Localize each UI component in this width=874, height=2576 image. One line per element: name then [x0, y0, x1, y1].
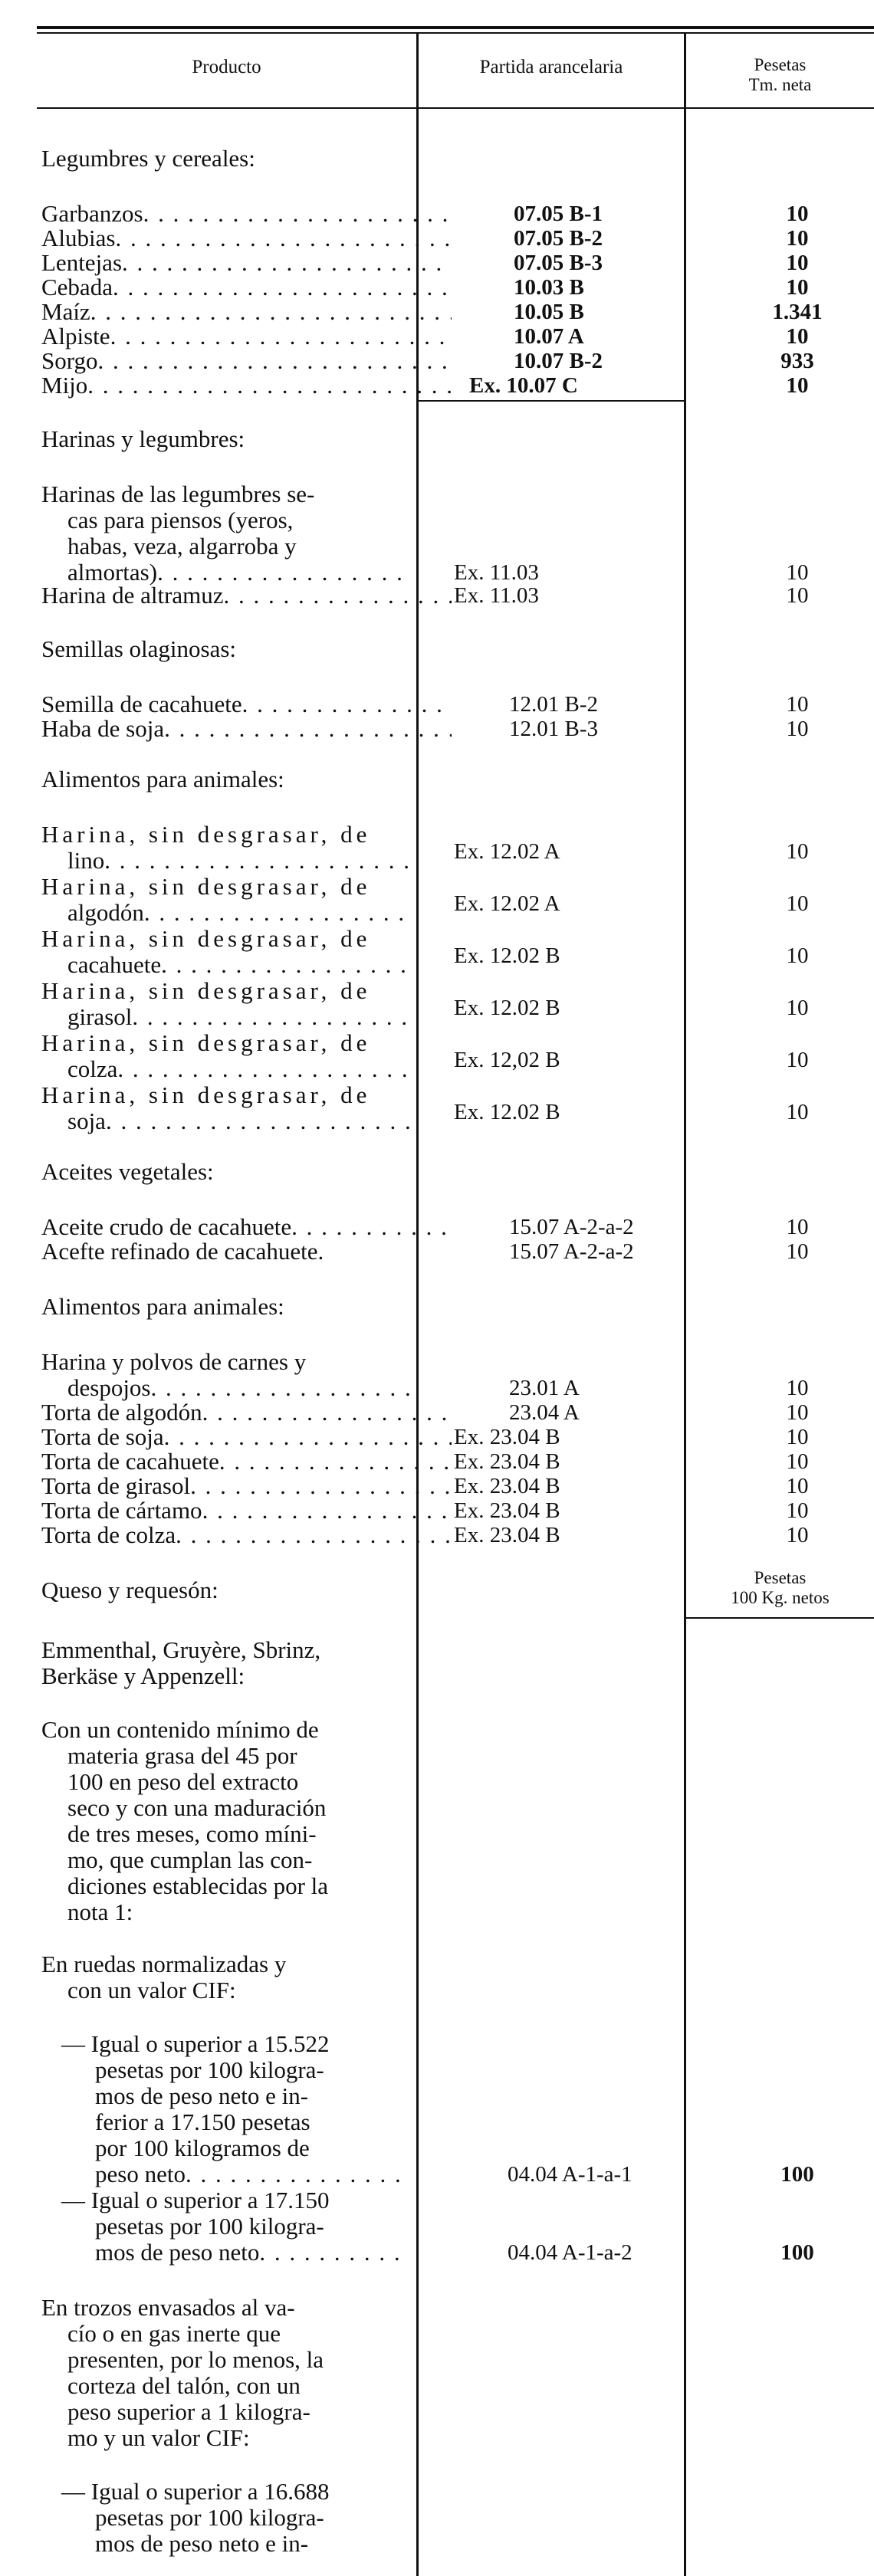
- value-harina-girasol: 10: [786, 996, 809, 1020]
- row-label: Torta de girasol: [41, 1472, 191, 1499]
- contenido-line7: diciones establecidas por la: [67, 1872, 329, 1899]
- contenido-line2: materia grasa del 45 por: [67, 1742, 297, 1769]
- partida-mijo: Ex. 10.07 C: [469, 373, 578, 398]
- harina-polvos-line1: Harina y polvos de carnes y: [41, 1348, 307, 1375]
- row-lentejas: [41, 250, 452, 276]
- row-label: Torta de colza: [41, 1521, 176, 1548]
- contenido-line6: mo, que cumplan las con-: [67, 1846, 313, 1873]
- item3-line3: mos de peso neto e in-: [95, 2530, 309, 2557]
- row-label: Mijo: [41, 372, 88, 399]
- value-aceite-refinado: 10: [786, 1239, 809, 1264]
- item1-line6: [95, 2161, 410, 2187]
- row-torta-cacahuete: [41, 1449, 452, 1475]
- row-label: Lentejas: [41, 249, 123, 276]
- partida-harina-lino: Ex. 12.02 A: [454, 839, 560, 864]
- row-harina-girasol: [67, 1004, 410, 1030]
- row-harina-colza: [67, 1056, 410, 1082]
- row-label: peso neto: [95, 2161, 186, 2187]
- value-item1: 100: [780, 2162, 814, 2187]
- row-torta-soja: [41, 1424, 452, 1450]
- partida-haba-soja: 12.01 B-3: [509, 717, 598, 741]
- value-sorgo: 933: [780, 349, 814, 373]
- item1-line3: mos de peso neto e in-: [95, 2082, 309, 2109]
- row-cebada: [41, 274, 452, 300]
- header-partida: Partida arancelaria: [479, 57, 623, 77]
- harinas-line3: habas, veza, algarroba y: [67, 533, 297, 560]
- row-torta-girasol: [41, 1473, 452, 1499]
- item2-line1: — Igual o superior a 17.150: [61, 2187, 330, 2213]
- harinas-line2: cas para piensos (yeros,: [67, 507, 294, 533]
- harina-prefix-colza: Harina, sin desgrasar, de: [41, 1029, 371, 1056]
- emmenthal-line1: Emmenthal, Gruyère, Sbrinz,: [41, 1636, 321, 1663]
- queso-unit-rule: [686, 1617, 874, 1619]
- value-item2: 100: [780, 2240, 814, 2265]
- row-alpiste: [41, 323, 452, 349]
- ruedas-line2: con un valor CIF:: [67, 1977, 236, 2003]
- row-torta-cartamo: [41, 1498, 452, 1524]
- top-thick-rule: [37, 26, 874, 29]
- harina-prefix-soja: Harina, sin desgrasar, de: [41, 1081, 371, 1108]
- row-aceite-crudo: [41, 1214, 452, 1240]
- row-mijo: [41, 372, 452, 399]
- row-aceite-refinado: Acefte refinado de cacahuete.: [41, 1238, 324, 1265]
- contenido-line3: 100 en peso del extracto: [67, 1768, 299, 1795]
- section-alimentos-1: Alimentos para animales:: [41, 766, 284, 792]
- partida-harina-algodon: Ex. 12.02 A: [454, 891, 560, 916]
- row-label: Harina de altramuz: [41, 582, 224, 609]
- row-label: Aceite crudo de cacahuete: [41, 1213, 292, 1240]
- header-pesetas: Pesetas: [754, 55, 807, 74]
- contenido-line1: Con un contenido mínimo de: [41, 1716, 319, 1743]
- value-torta-soja: 10: [786, 1425, 809, 1449]
- trozos-line5: peso superior a 1 kilogra-: [67, 2398, 310, 2425]
- partida-alpiste: 10.07 A: [514, 324, 584, 349]
- row-label: Haba de soja: [41, 715, 165, 742]
- item1-line1: — Igual o superior a 15.522: [61, 2030, 330, 2057]
- contenido-line4: seco y con una maduración: [67, 1794, 327, 1821]
- value-harina-cacahuete: 10: [786, 943, 809, 968]
- row-maiz: [41, 299, 452, 325]
- partida-harina-colza: Ex. 12,02 B: [454, 1048, 560, 1072]
- trozos-line2: cío o en gas inerte que: [67, 2320, 281, 2347]
- top-thin-rule: [37, 32, 874, 34]
- row-label: despojos: [67, 1374, 151, 1401]
- value-cebada: 10: [786, 275, 809, 300]
- row-label: Sorgo: [41, 347, 98, 374]
- partida-torta-girasol: Ex. 23.04 B: [454, 1474, 560, 1498]
- emmenthal-line2: Berkäse y Appenzell:: [41, 1662, 245, 1689]
- partida-torta-soja: Ex. 23.04 B: [454, 1425, 560, 1449]
- section-queso: Queso y requesón:: [41, 1577, 219, 1603]
- row-harina-algodon: [67, 900, 410, 926]
- value-alubias: 10: [786, 226, 809, 251]
- partida-maiz: 10.05 B: [514, 300, 584, 324]
- row-semilla-cacahuete: [41, 691, 452, 717]
- row-label: Torta de cártamo: [41, 1497, 202, 1524]
- partida-semilla-cacahuete: 12.01 B-2: [509, 692, 598, 717]
- value-lentejas: 10: [786, 251, 809, 275]
- contenido-line5: de tres meses, como míni-: [67, 1820, 317, 1847]
- partida-torta-cacahuete: Ex. 23.04 B: [454, 1449, 560, 1474]
- value-harina-polvos: 10: [786, 1376, 809, 1400]
- value-torta-algodon: 10: [786, 1400, 809, 1425]
- value-maiz: 1.341: [772, 300, 823, 324]
- row-label: Semilla de cacahuete: [41, 691, 242, 717]
- item1-line2: pesetas por 100 kilogra-: [95, 2056, 324, 2083]
- row-label: soja: [67, 1108, 106, 1134]
- row-label: Torta de cacahuete: [41, 1448, 219, 1475]
- row-harina-soja: [67, 1108, 410, 1134]
- harina-prefix-girasol: Harina, sin desgrasar, de: [41, 977, 371, 1004]
- row-label: Cebada: [41, 274, 113, 300]
- row-label: mos de peso neto: [95, 2239, 260, 2266]
- row-label: cacahuete: [67, 951, 162, 978]
- section-harinas: Harinas y legumbres:: [41, 425, 245, 452]
- partida-aceite-crudo: 15.07 A-2-a-2: [509, 1215, 634, 1239]
- partida-garbanzos: 07.05 B-1: [514, 202, 603, 226]
- harina-prefix-lino: Harina, sin desgrasar, de: [41, 821, 371, 848]
- row-haba-soja: [41, 716, 452, 742]
- partida-cebada: 10.03 B: [514, 275, 584, 300]
- row-harina-lino: [67, 848, 410, 874]
- trozos-line4: corteza del talón, con un: [67, 2372, 301, 2399]
- row-torta-colza: [41, 1522, 452, 1548]
- partida-torta-algodon: 23.04 A: [509, 1400, 580, 1425]
- value-harina-algodon: 10: [786, 891, 809, 916]
- row-label: lino: [67, 847, 105, 874]
- partida-aceite-refinado: 15.07 A-2-a-2: [509, 1239, 634, 1264]
- section-alimentos-2: Alimentos para animales:: [41, 1293, 284, 1320]
- value-harina-colza: 10: [786, 1048, 809, 1072]
- partida-alubias: 07.05 B-2: [514, 226, 603, 251]
- partida-torta-colza: Ex. 23.04 B: [454, 1523, 560, 1547]
- partida-item1: 04.04 A-1-a-1: [508, 2162, 632, 2187]
- partida-harina-soja: Ex. 12.02 B: [454, 1100, 560, 1124]
- header-producto: Producto: [192, 57, 261, 77]
- value-mijo: 10: [786, 373, 809, 398]
- queso-unit-line1: Pesetas: [754, 1568, 807, 1587]
- contenido-line8: nota 1:: [67, 1898, 133, 1925]
- value-alpiste: 10: [786, 324, 809, 349]
- column-separator-1: [416, 34, 419, 2576]
- value-torta-cacahuete: 10: [786, 1449, 809, 1474]
- queso-unit-line2: 100 Kg. netos: [731, 1588, 830, 1607]
- section-rule: [416, 400, 686, 402]
- row-label: Maíz: [41, 298, 90, 325]
- partida-lentejas: 07.05 B-3: [514, 251, 603, 275]
- harina-prefix-cacahuete: Harina, sin desgrasar, de: [41, 925, 371, 952]
- item1-line5: por 100 kilogramos de: [95, 2135, 310, 2161]
- row-harina-altramuz: [41, 582, 452, 609]
- partida-harina-altramuz: Ex. 11.03: [454, 583, 539, 608]
- item3-line2: pesetas por 100 kilogra-: [95, 2504, 324, 2531]
- value-garbanzos: 10: [786, 202, 809, 226]
- row-label: Torta de soja: [41, 1423, 164, 1450]
- row-torta-algodon: [41, 1400, 452, 1426]
- section-legumbres: Legumbres y cereales:: [41, 145, 255, 172]
- row-label: Garbanzos: [41, 200, 143, 227]
- value-harina-lino: 10: [786, 839, 809, 864]
- harina-prefix-algodon: Harina, sin desgrasar, de: [41, 873, 371, 900]
- row-sorgo: [41, 348, 452, 374]
- partida-harina-polvos: 23.01 A: [509, 1376, 580, 1400]
- value-harinas-legumbres: 10: [786, 560, 809, 585]
- row-harina-cacahuete: [67, 952, 410, 978]
- value-torta-colza: 10: [786, 1523, 809, 1547]
- value-semilla-cacahuete: 10: [786, 692, 809, 717]
- value-harina-soja: 10: [786, 1100, 809, 1124]
- value-aceite-crudo: 10: [786, 1215, 809, 1239]
- partida-sorgo: 10.07 B-2: [514, 349, 603, 373]
- trozos-line6: mo y un valor CIF:: [67, 2424, 250, 2451]
- row-label: girasol: [67, 1003, 133, 1030]
- item2-line2: pesetas por 100 kilogra-: [95, 2213, 324, 2240]
- value-torta-girasol: 10: [786, 1474, 809, 1498]
- partida-torta-cartamo: Ex. 23.04 B: [454, 1498, 560, 1523]
- row-label: Alubias: [41, 225, 116, 251]
- partida-harinas-legumbres: Ex. 11.03: [454, 560, 539, 585]
- value-haba-soja: 10: [786, 717, 809, 741]
- harinas-line1: Harinas de las legumbres se-: [41, 481, 315, 507]
- section-semillas: Semillas olaginosas:: [41, 635, 237, 662]
- section-aceites: Aceites vegetales:: [41, 1158, 214, 1185]
- trozos-line3: presenten, por lo menos, la: [67, 2346, 324, 2373]
- row-label: Alpiste: [41, 323, 110, 349]
- item1-line4: ferior a 17.150 pesetas: [95, 2108, 310, 2135]
- partida-harina-girasol: Ex. 12.02 B: [454, 996, 560, 1020]
- trozos-line1: En trozos envasados al va-: [41, 2294, 295, 2321]
- row-garbanzos: [41, 201, 452, 227]
- column-separator-2: [684, 34, 686, 2576]
- row-alubias: [41, 225, 452, 251]
- row-label: Torta de algodón: [41, 1399, 202, 1426]
- partida-item2: 04.04 A-1-a-2: [508, 2240, 632, 2265]
- row-label: colza: [67, 1055, 118, 1082]
- value-torta-cartamo: 10: [786, 1498, 809, 1523]
- value-harina-altramuz: 10: [786, 583, 809, 608]
- item2-line3: [95, 2240, 410, 2266]
- row-label: algodón: [67, 899, 144, 926]
- ruedas-line1: En ruedas normalizadas y: [41, 1951, 287, 1977]
- header-bottom-rule: [37, 107, 874, 109]
- partida-harina-cacahuete: Ex. 12.02 B: [454, 943, 560, 968]
- header-pesetas-unit: Tm. neta: [748, 75, 812, 94]
- item3-line1: — Igual o superior a 16.688: [61, 2478, 330, 2505]
- harina-polvos-line2: [67, 1375, 410, 1401]
- row-label: almortas): [67, 559, 158, 586]
